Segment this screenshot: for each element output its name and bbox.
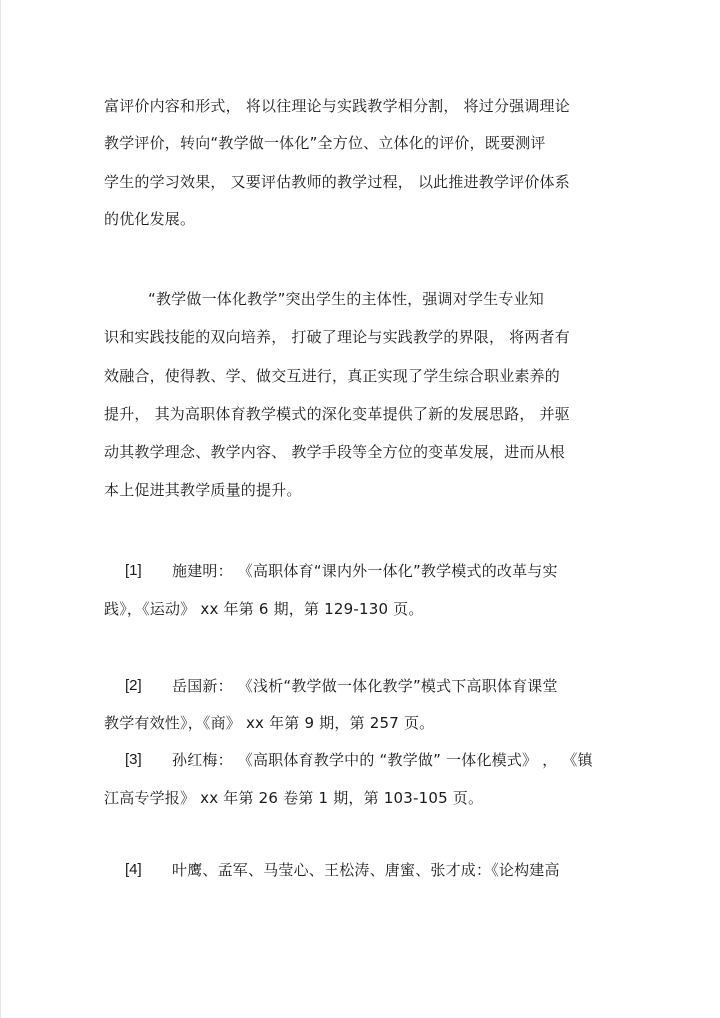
- reference-4-number: [4]: [125, 861, 142, 878]
- reference-4-line-1: 叶鹰、孟军、马莹心、王松涛、唐蜜、张才成：《论构建高: [172, 861, 560, 879]
- reference-2-line-2: 教学有效性》，《商》 xx 年第 9 期，第 257 页。: [104, 714, 435, 732]
- page-edge: [0, 0, 1, 1018]
- paragraph2-line-1: “教学做一体化教学”突出学生的主体性，强调对学生专业知: [148, 290, 544, 308]
- reference-2-line-1: 岳国新： 《浅析“教学做一体化教学”模式下高职体育课堂: [172, 677, 558, 695]
- reference-1-number: [1]: [125, 562, 142, 579]
- reference-2-number: [2]: [125, 677, 142, 694]
- paragraph2-line-6: 本上促进其教学质量的提升。: [104, 481, 302, 499]
- reference-3-number: [3]: [125, 751, 142, 768]
- reference-1-line-2: 践》，《运动》 xx 年第 6 期，第 129-130 页。: [104, 600, 424, 618]
- paragraph1-line-3: 学生的学习效果， 又要评估教师的教学过程， 以此推进教学评价体系: [104, 173, 570, 191]
- reference-3-line-2: 江高专学报》 xx 年第 26 卷第 1 期，第 103-105 页。: [104, 789, 484, 807]
- paragraph2-line-2: 识和实践技能的双向培养， 打破了理论与实践教学的界限， 将两者有: [104, 328, 570, 346]
- reference-1-line-1: 施建明： 《高职体育“课内外一体化”教学模式的改革与实: [172, 562, 558, 580]
- reference-3-line-1: 孙红梅： 《高职体育教学中的 “教学做” 一体化模式》 ， 《镇: [172, 751, 593, 769]
- paragraph1-line-1: 富评价内容和形式， 将以往理论与实践教学相分割， 将过分强调理论: [104, 97, 570, 115]
- paragraph2-line-4: 提升， 其为高职体育教学模式的深化变革提供了新的发展思路， 并驱: [104, 405, 570, 423]
- paragraph1-line-4: 的优化发展。: [104, 210, 196, 228]
- paragraph1-line-2: 教学评价，转向“教学做一体化”全方位、立体化的评价，既要测评: [104, 134, 546, 152]
- paragraph2-line-3: 效融合，使得教、学、做交互进行，真正实现了学生综合职业素养的: [104, 367, 561, 385]
- paragraph2-line-5: 动其教学理念、教学内容、 教学手段等全方位的变革发展，进而从根: [104, 443, 565, 461]
